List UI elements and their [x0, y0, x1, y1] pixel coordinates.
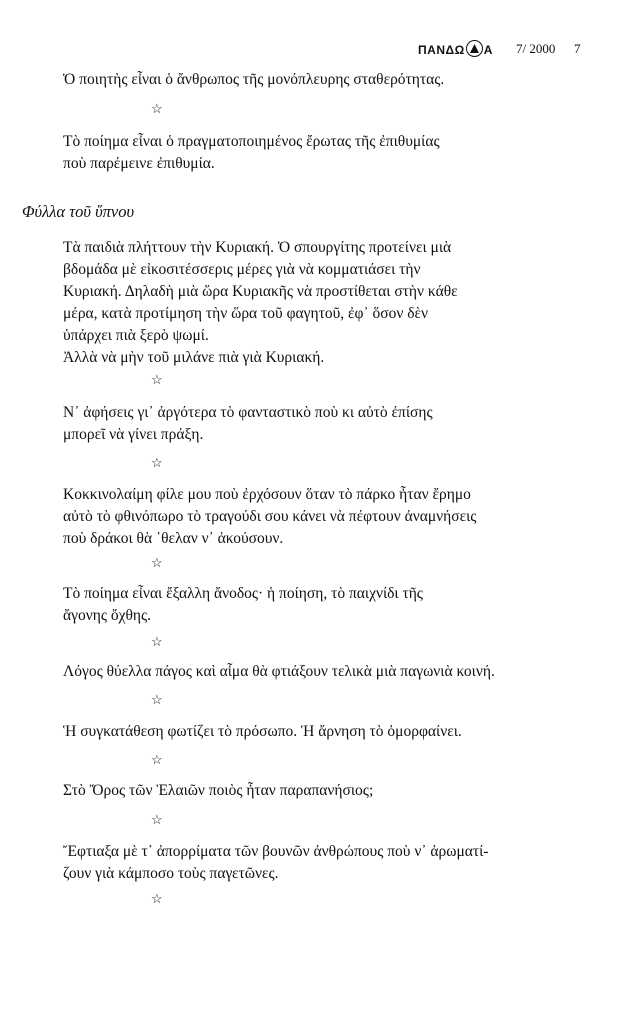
text-line: Ἔφτιαξα μὲ τ᾽ ἀπορρίματα τῶν βουνῶν ἀνθρώπους ποὺ ν᾽ ἀρωματί-	[63, 843, 489, 860]
text-line: μπορεῖ νὰ γίνει πράξη.	[63, 426, 204, 443]
star-separator-icon: ☆	[151, 692, 163, 707]
text-line: Κοκκινολαίμη φίλε μου ποὺ ἐρχόσουν ὅταν τὸ πάρκο ἦταν ἔρημο	[63, 486, 471, 503]
aphorism-paragraph	[63, 484, 476, 550]
star-separator-icon: ☆	[151, 372, 163, 387]
star-separator-icon: ☆	[151, 752, 163, 767]
aphorism-paragraph	[63, 69, 444, 91]
text-line: Στὸ Ὄρος τῶν Ἐλαιῶν ποιὸς ἦταν παραπανήσιος;	[63, 782, 374, 799]
star-separator-icon: ☆	[151, 634, 163, 649]
text-line: Ἀλλὰ νὰ μὴν τοῦ μιλάνε πιὰ γιὰ Κυριακή.	[63, 349, 325, 366]
text-line: Ἡ συγκατάθεση φωτίζει τὸ πρόσωπο. Ἡ ἄρνηση τὸ ὀμορφαίνει.	[63, 723, 462, 740]
text-line: μέρα, κατὰ προτίμηση τὴν ὥρα τοῦ φαγητοῦ, ἐφ᾽ ὅσον δὲν	[63, 305, 429, 322]
text-line: Τὸ ποίημα εἶναι ὁ πραγματοποιημένος ἔρωτας τῆς ἐπιθυμίας	[63, 133, 440, 150]
text-line: ὑπάρχει πιὰ ξερὸ ψωμί.	[63, 327, 209, 344]
text-line: Ν᾽ ἀφήσεις γι᾽ ἀργότερα τὸ φανταστικὸ ποὺ κι αὐτὸ ἐπίσης	[63, 404, 433, 421]
aphorism-paragraph	[63, 402, 433, 446]
aphorism-paragraph	[63, 841, 488, 885]
aphorism-paragraph	[63, 237, 458, 369]
logo-mark-icon	[466, 40, 483, 57]
logo-text-left: ΠΑΝΔΩ	[418, 43, 465, 57]
aphorism-paragraph	[63, 131, 440, 175]
aphorism-paragraph	[63, 661, 495, 683]
text-line: Κυριακή. Δηλαδὴ μιὰ ὥρα Κυριακῆς νὰ προστίθεται στὴν κάθε	[63, 283, 458, 300]
aphorism-paragraph	[63, 583, 423, 627]
text-line: Ὁ ποιητὴς εἶναι ὁ ἄνθρωπος τῆς μονόπλευρης σταθερότητας.	[63, 71, 445, 88]
star-separator-icon: ☆	[151, 101, 163, 116]
page-number: 7	[574, 41, 581, 56]
text-line: αὐτὸ τὸ φθινόπωρο τὸ τραγούδι σου κάνει νὰ πέφτουν ἀναμνήσεις	[63, 508, 477, 525]
aphorism-paragraph	[63, 780, 373, 802]
logo-text-right: Α	[483, 43, 493, 57]
star-separator-icon: ☆	[151, 455, 163, 470]
running-header	[418, 40, 598, 60]
text-line: ποὺ παρέμεινε ἐπιθυμία.	[63, 155, 215, 172]
star-separator-icon: ☆	[151, 891, 163, 906]
text-line: ἄγονης ὄχθης.	[63, 607, 152, 624]
star-separator-icon: ☆	[151, 812, 163, 827]
journal-logo	[418, 40, 493, 57]
text-line: ποὺ δράκοι θὰ ᾽θελαν ν᾽ ἀκούσουν.	[63, 530, 284, 547]
text-line: Τὸ ποίημα εἶναι ἔξαλλη ἄνοδος· ἡ ποίηση, τὸ παιχνίδι τῆς	[63, 585, 423, 602]
text-line: βδομάδα μὲ εἰκοσιτέσσερις μέρες γιὰ νὰ κομματιάσει τὴν	[63, 261, 421, 278]
text-line: ζουν γιὰ κάμποσο τοὺς παγετῶνες.	[63, 865, 279, 882]
aphorism-paragraph	[63, 721, 462, 743]
text-line: Τὰ παιδιὰ πλήττουν τὴν Κυριακή. Ὁ σπουργίτης προτείνει μιὰ	[63, 239, 452, 256]
star-separator-icon: ☆	[151, 555, 163, 570]
text-line: Λόγος θύελλα πάγος καὶ αἷμα θὰ φτιάξουν τελικὰ μιὰ παγωνιὰ κοινή.	[63, 663, 495, 680]
issue-number: 7/ 2000	[516, 41, 556, 56]
section-title: Φύλλα τοῦ ὕπνου	[22, 202, 135, 221]
